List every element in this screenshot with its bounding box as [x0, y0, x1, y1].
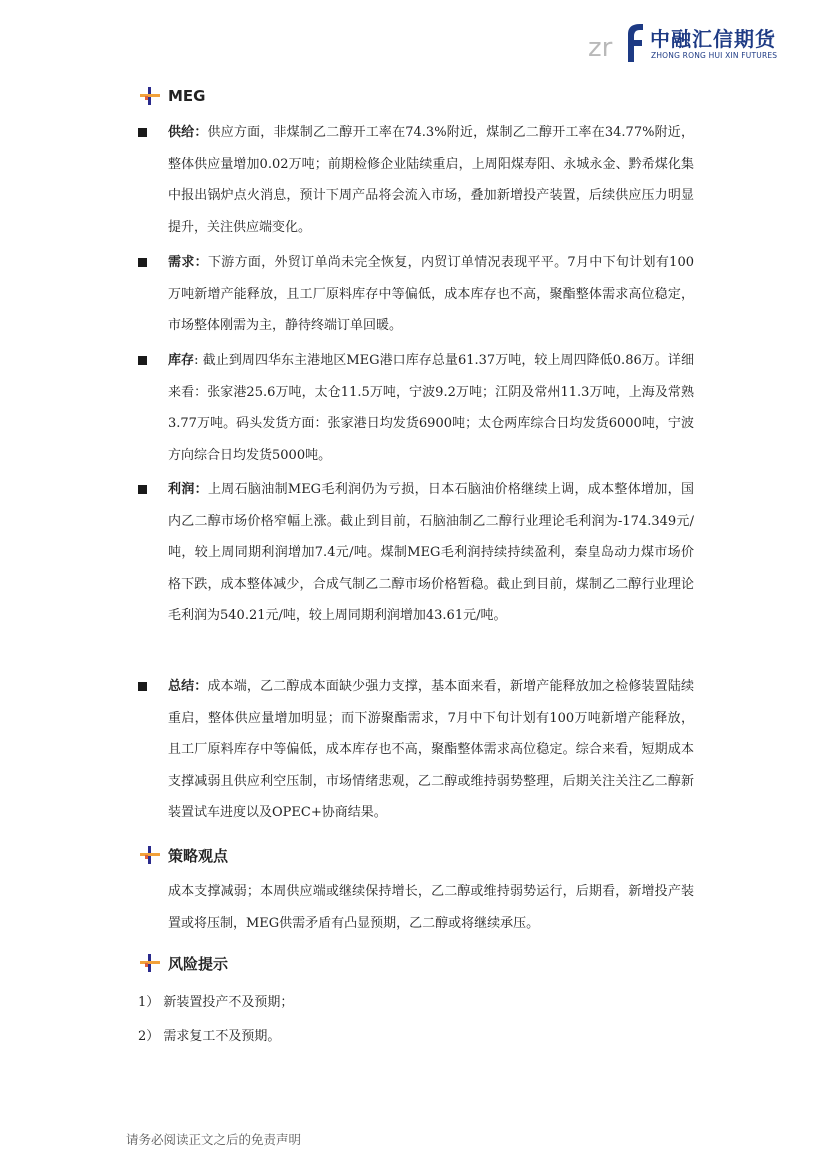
cross-marker-icon — [140, 953, 160, 973]
risk-item-2: 2） 需求复工不及预期。 — [138, 1029, 281, 1044]
supply-paragraph — [168, 117, 694, 243]
inventory-text: : 截止到周四华东主港地区MEG港口库存总量61.37万吨，较上周四降低0.86万。详细来看：张家港25.6万吨，太仓11.5万吨，宁波9.2万吨；江阴及常州11.3万吨，上海及常熟3.77万吨。码头发货方面：张家港日均发货6900吨；太仓两库综合日均发货6000吨，宁波方向综合日均发货5000吨。 — [168, 353, 694, 463]
inventory-label: 库存 — [168, 353, 195, 368]
summary-label: 总结： — [168, 679, 208, 694]
profit-paragraph — [168, 474, 694, 632]
inventory-paragraph — [168, 345, 694, 471]
demand-text: 下游方面，外贸订单尚未完全恢复，内贸订单情况表现平平。7月中下旬计划有100万吨新增产能释放，且工厂原料库存中等偏低，成本库存也不高，聚酯整体需求高位稳定，市场整体刚需为主，静待终端订单回暖。 — [168, 255, 694, 333]
risk-heading-text: 风险提示 — [168, 954, 229, 973]
profit-text: 上周石脑油制MEG毛利润仍为亏损，日本石脑油价格继续上调，成本整体增加，国内乙二醇市场价格窄幅上涨。截止到目前，石脑油制乙二醇行业理论毛利润为-174.349元/吨，较上周同期利润增加7.4元/吨。煤制MEG毛利润持续持续盈利，秦皇岛动力煤市场价格下跌，成本整体减少，合成气制乙二醇市场价格暂稳。截止到目前，煤制乙二醇行业理论毛利润为540.21元/吨，较上周同期利润增加43.61元/吨。 — [168, 482, 694, 623]
bullet-profit — [138, 485, 147, 494]
supply-text: 供应方面，非煤制乙二醇开工率在74.3%附近，煤制乙二醇开工率在34.77%附近，整体供应量增加0.02万吨；前期检修企业陆续重启，上周阳煤寿阳、永城永金、黔希煤化集中报出锅炉点火消息，预计下周产品将会流入市场，叠加新增投产装置，后续供应压力明显提升，关注供应端变化。 — [168, 125, 694, 235]
bullet-summary — [138, 682, 147, 691]
summary-text: 成本端，乙二醇成本面缺少强力支撑，基本面来看，新增产能释放加之检修装置陆续重启，整体供应量增加明显；而下游聚酯需求，7月中下旬计划有100万吨新增产能释放，且工厂原料库存中等偏低，成本库存也不高，聚酯整体需求高位稳定。综合来看，短期成本支撑减弱且供应利空压制，市场情绪悲观，乙二醇或维持弱势整理，后期关注关注乙二醇新装置试车进度以及OPEC+协商结果。 — [168, 679, 694, 820]
logo-name-en: ZHONG RONG HUI XIN FUTURES — [651, 51, 778, 60]
meg-heading-text: MEG — [168, 87, 206, 105]
zrf-logo-mark — [588, 22, 644, 62]
strategy-paragraph: 成本支撑减弱；本周供应端或继续保持增长，乙二醇或维持弱势运行，后期看，新增投产装置或将压制，MEG供需矛盾有凸显预期，乙二醇或将继续承压。 — [168, 884, 694, 931]
strategy-heading — [140, 843, 228, 867]
bullet-inventory — [138, 356, 147, 365]
cross-marker-icon — [140, 86, 160, 106]
bullet-supply — [138, 128, 147, 137]
cross-marker-icon — [140, 845, 160, 865]
svg-text:zr: zr — [588, 33, 613, 62]
supply-label: 供给： — [168, 125, 208, 140]
strategy-heading-text: 策略观点 — [168, 846, 229, 865]
disclaimer-footer: 请务必阅读正文之后的免责声明 — [126, 1132, 302, 1147]
meg-heading — [140, 84, 206, 108]
risk-item-1: 1） 新装置投产不及预期； — [138, 995, 294, 1010]
demand-paragraph — [168, 247, 694, 342]
company-logo — [588, 20, 778, 64]
risk-heading — [140, 951, 228, 975]
demand-label: 需求： — [168, 255, 208, 270]
logo-name-cn: 中融汇信期货 — [650, 27, 776, 51]
summary-paragraph — [168, 671, 694, 829]
profit-label: 利润： — [168, 482, 208, 497]
bullet-demand — [138, 258, 147, 267]
